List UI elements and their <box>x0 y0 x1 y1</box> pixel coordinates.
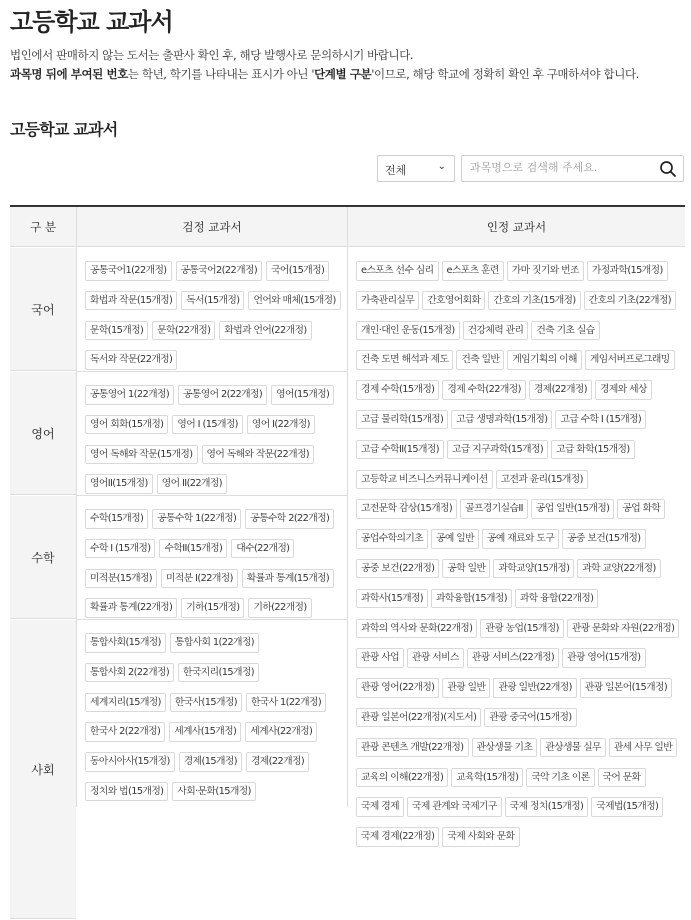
subject-tag[interactable]: 건축 일반 <box>456 350 504 370</box>
notice-text-1: 는 학년, 학기를 나타내는 표시가 아닌 ' <box>127 67 315 81</box>
subject-tag[interactable]: 공업 화학 <box>617 499 665 519</box>
subject-tag[interactable]: 공업 일반(15개정) <box>531 499 614 519</box>
subject-tag[interactable]: 수학 I (15개정) <box>85 539 155 559</box>
subject-tag[interactable]: 미적분(15개정) <box>85 569 157 589</box>
subject-tag[interactable]: 공통수학 2(22개정) <box>245 509 334 529</box>
subject-tag[interactable]: 수학(15개정) <box>85 509 148 529</box>
subject-tag[interactable]: 교육의 이해(22개정) <box>356 768 448 788</box>
subject-tag[interactable]: 확률과 통계(15개정) <box>242 569 334 589</box>
subject-tag[interactable]: 화법과 언어(22개정) <box>219 321 311 341</box>
subject-tag[interactable]: 경제(22개정) <box>246 752 309 772</box>
subject-tag[interactable]: 언어와 매체(15개정) <box>248 291 340 311</box>
subject-tag[interactable]: 영어 회화(15개정) <box>85 415 168 435</box>
subject-tag[interactable]: 한국사(15개정) <box>170 693 242 713</box>
subject-tag[interactable]: 공중 보건(22개정) <box>356 559 439 579</box>
subject-tag[interactable]: e스포츠 훈련 <box>442 261 504 281</box>
subject-tag[interactable]: 공통수학 1(22개정) <box>152 509 241 529</box>
notice-line-2 <box>10 66 639 82</box>
certified-column <box>348 248 685 854</box>
subject-tag[interactable]: 게임서버프로그래밍 <box>585 350 675 370</box>
subject-tag[interactable]: 한국사 2(22개정) <box>85 722 165 742</box>
subject-tag[interactable]: 영어 Ⅰ(22개정) <box>247 415 315 435</box>
subject-tag[interactable]: 정치와 법(15개정) <box>85 782 168 802</box>
subject-tag[interactable]: 경제(22개정) <box>529 380 592 400</box>
notice-line-1: 법인에서 판매하지 않는 도서는 출판사 확인 후, 해당 발행사로 문의하시기 바랍니다. <box>10 48 414 62</box>
subject-tag[interactable]: 고급 화학(15개정) <box>551 440 634 460</box>
subject-tag[interactable]: 독서(15개정) <box>181 291 244 311</box>
subject-tag[interactable]: 가축관리실무 <box>356 291 419 311</box>
subject-tag[interactable]: 골프경기실습II <box>460 499 528 519</box>
subject-tag[interactable]: 한국지리(15개정) <box>178 663 259 683</box>
subject-tag[interactable]: 세계지리(15개정) <box>85 693 166 713</box>
subject-tag[interactable]: 건강체력 관리 <box>463 321 529 341</box>
subject-tag[interactable]: 관광 일반 <box>442 678 490 698</box>
header-certified: 인정 교과서 <box>486 220 547 234</box>
category-cell: 사회 <box>10 620 76 919</box>
subject-tag[interactable]: 가정과학(15개정) <box>587 261 668 281</box>
subject-tag[interactable]: 공예 일반 <box>431 529 479 549</box>
subject-tag[interactable]: 공중 보건(15개정) <box>562 529 645 549</box>
subject-tag[interactable]: 독서와 작문(22개정) <box>85 350 177 370</box>
subject-tag[interactable]: 경제(15개정) <box>179 752 242 772</box>
subject-tag[interactable]: 화법과 작문(15개정) <box>85 291 177 311</box>
subject-tag[interactable]: 관광 일본어(22개정)(지도서) <box>356 708 481 728</box>
approved-cell <box>77 372 347 496</box>
subject-tag[interactable]: 과학융합(15개정) <box>431 589 512 609</box>
subject-tag[interactable]: 과학교양(15개정) <box>493 559 574 579</box>
subject-tag[interactable]: 관광 서비스(22개정) <box>467 648 559 668</box>
subject-tag[interactable]: 통합사회 2(22개정) <box>85 663 174 683</box>
subject-tag[interactable]: 영어 I (15개정) <box>172 415 242 435</box>
subject-tag[interactable]: 관세 사무 일반 <box>609 738 677 758</box>
subject-tag[interactable]: 경제 수학(22개정) <box>442 380 525 400</box>
subject-tag[interactable]: 경제 수학(15개정) <box>356 380 439 400</box>
subject-tag[interactable]: 관광 농업(15개정) <box>480 619 563 639</box>
subject-tag[interactable]: 교육학(15개정) <box>451 768 523 788</box>
subject-tag[interactable]: 기하(15개정) <box>181 598 244 618</box>
subject-tag[interactable]: 관광 문화와 자원(22개정) <box>567 619 680 639</box>
subject-tag[interactable]: 미적분 Ⅰ(22개정) <box>161 569 238 589</box>
subject-tag[interactable]: 관광 영어(15개정) <box>562 648 645 668</box>
subject-tag[interactable]: 국악 기초 이론 <box>526 768 594 788</box>
category-cell: 국어 <box>10 248 76 371</box>
subject-tag[interactable]: 관상생물 실무 <box>540 738 606 758</box>
subject-tag[interactable]: 통합사회(15개정) <box>85 633 166 653</box>
category-cell: 영어 <box>10 372 76 495</box>
subject-tag[interactable]: 국제 경제(22개정) <box>356 827 439 847</box>
chevron-down-icon: ⌄ <box>437 161 446 172</box>
subject-tag[interactable]: 관광 일반(22개정) <box>493 678 576 698</box>
subject-tag[interactable]: 관광 사업 <box>356 648 404 668</box>
subject-tag[interactable]: 국어(15개정) <box>266 261 329 281</box>
subject-tag[interactable]: 국제 정치(15개정) <box>505 797 588 817</box>
subject-tag[interactable]: 건축 기초 실습 <box>531 321 599 341</box>
subject-tag[interactable]: 영어 II(22개정) <box>157 474 227 494</box>
subject-tag[interactable]: 과학 융합(22개정) <box>515 589 598 609</box>
approved-cell <box>77 248 347 372</box>
subject-tag[interactable]: 과학사(15개정) <box>356 589 428 609</box>
subject-tag[interactable]: 관광 서비스 <box>407 648 464 668</box>
approved-cell <box>77 496 347 620</box>
header-category: 구 분 <box>30 220 56 234</box>
subject-tag[interactable]: 문학(22개정) <box>152 321 215 341</box>
subject-tag[interactable]: 간호의 기초(22개정) <box>584 291 676 311</box>
search-icon[interactable] <box>659 160 677 178</box>
header-approved: 검정 교과서 <box>182 220 242 234</box>
subject-tag[interactable]: 관광 일본어(15개정) <box>580 678 672 698</box>
subject-tag[interactable]: 과학 교양(22개정) <box>577 559 660 579</box>
subject-tag[interactable]: 공학 일반 <box>442 559 490 579</box>
subject-tag[interactable]: 간호영어회화 <box>422 291 485 311</box>
subject-tag[interactable]: 영어 독해와 작문(22개정) <box>202 445 315 465</box>
subject-tag[interactable]: 관광 콘텐츠 개발(22개정) <box>356 738 469 758</box>
subject-tag[interactable]: 수학II(15개정) <box>159 539 227 559</box>
subject-tag[interactable]: 문학(15개정) <box>85 321 148 341</box>
subject-tag[interactable]: 공통국어1(22개정) <box>85 261 172 281</box>
subject-tag[interactable]: 건축 도면 해석과 제도 <box>356 350 453 370</box>
subject-tag[interactable]: e스포츠 선수 심리 <box>356 261 439 281</box>
subject-tag[interactable]: 관광 중국어(15개정) <box>484 708 576 728</box>
subject-tag[interactable]: 간호의 기초(15개정) <box>488 291 580 311</box>
subject-tag[interactable]: 영어 독해와 작문(15개정) <box>85 445 198 465</box>
subject-tag[interactable]: 고급 생명과학(15개정) <box>451 410 552 430</box>
subject-tag[interactable]: 국제 관계와 국제기구 <box>407 797 502 817</box>
subject-tag[interactable]: 영어II(15개정) <box>85 474 153 494</box>
subject-tag[interactable]: 동아시아사(15개정) <box>85 752 175 772</box>
subject-tag[interactable]: 대수(22개정) <box>231 539 294 559</box>
subject-tag[interactable]: 세계사(22개정) <box>245 722 317 742</box>
notice-text-2: '이므로, 해당 학교에 정확히 확인 후 구매하셔야 합니다. <box>371 67 639 81</box>
subject-tag[interactable]: 공통영어 2(22개정) <box>178 385 267 405</box>
subject-tag[interactable]: 개인·대인 운동(15개정) <box>356 321 460 341</box>
subject-tag[interactable]: 통합사회 1(22개정) <box>170 633 259 653</box>
subject-tag[interactable]: 국제 경제 <box>356 797 404 817</box>
subject-tag[interactable]: 한국사 1(22개정) <box>246 693 326 713</box>
subject-tag[interactable]: 공업수학의기초 <box>356 529 428 549</box>
subject-tag[interactable]: 공예 재료와 도구 <box>482 529 559 549</box>
subject-tag[interactable]: 관상생물 기초 <box>472 738 538 758</box>
category-select[interactable] <box>377 155 455 182</box>
subject-tag[interactable]: 기하(22개정) <box>248 598 311 618</box>
subject-tag[interactable]: 국어 문화 <box>598 768 646 788</box>
subject-tag[interactable]: 게임기획의 이해 <box>507 350 582 370</box>
approved-cell <box>77 620 347 920</box>
subject-tag[interactable]: 국제 사회와 문화 <box>442 827 519 847</box>
section-title: 고등학교 교과서 <box>10 120 118 139</box>
subject-tag[interactable]: 고급 물리학(15개정) <box>356 410 448 430</box>
category-select-value: 전체 <box>385 164 407 177</box>
search-box <box>461 155 684 182</box>
search-input[interactable] <box>470 161 650 174</box>
notice-bold-stage: 단계별 구분 <box>314 67 372 81</box>
subject-tag[interactable]: 고전문학 감상(15개정) <box>356 499 457 519</box>
subject-tag[interactable]: 관광 영어(22개정) <box>356 678 439 698</box>
subject-tag[interactable]: 고급 지구과학(15개정) <box>447 440 548 460</box>
subject-tag[interactable]: 고급 수학 I (15개정) <box>555 410 646 430</box>
subject-tag[interactable]: 경제와 세상 <box>595 380 652 400</box>
subject-tag[interactable]: 세계사(15개정) <box>169 722 241 742</box>
subject-tag[interactable]: 사회·문화(15개정) <box>172 782 255 802</box>
textbook-table <box>10 205 685 843</box>
notice-bold-numbering: 과목명 뒤에 부여된 번호 <box>10 67 128 81</box>
subject-tag[interactable]: 영어(15개정) <box>271 385 334 405</box>
category-cell: 수학 <box>10 496 76 619</box>
subject-tag[interactable]: 국제법(15개정) <box>591 797 663 817</box>
subject-tag[interactable]: 고등학교 비즈니스커뮤니케이션 <box>356 470 493 490</box>
subject-tag[interactable]: 공통영어 1(22개정) <box>85 385 174 405</box>
subject-tag[interactable]: 가마 짓기와 번조 <box>507 261 584 281</box>
subject-tag[interactable]: 고급 수학II(15개정) <box>356 440 444 460</box>
subject-tag[interactable]: 공통국어2(22개정) <box>176 261 263 281</box>
subject-tag[interactable]: 고전과 윤리(15개정) <box>496 470 588 490</box>
subject-tag[interactable]: 과학의 역사와 문화(22개정) <box>356 619 477 639</box>
subject-tag[interactable]: 확률과 통계(22개정) <box>85 598 177 618</box>
page-title: 고등학교 교과서 <box>10 8 173 36</box>
